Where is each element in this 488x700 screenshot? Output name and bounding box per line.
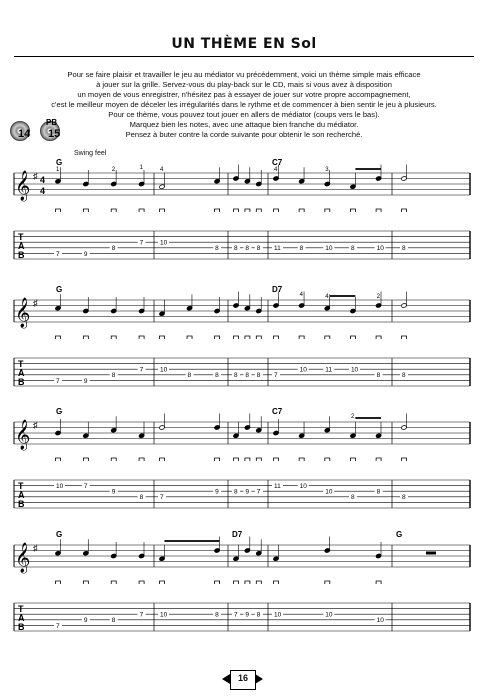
- tab-number: 8: [402, 245, 406, 253]
- downstroke-icon: [402, 209, 407, 212]
- downstroke-icon: [350, 458, 355, 461]
- tab-letter: A: [18, 368, 25, 378]
- chord-symbol: D7: [232, 530, 243, 539]
- tab-number: 11: [325, 366, 333, 374]
- time-signature-bottom: 4: [40, 186, 46, 196]
- tab-number: 8: [111, 245, 116, 253]
- tab-number: 10: [325, 611, 333, 619]
- treble-clef-icon: 𝄞: [15, 419, 31, 449]
- downstroke-icon: [256, 336, 261, 339]
- tab-number: 7: [139, 366, 144, 374]
- tab-number: 8: [350, 245, 355, 253]
- tab-letter: T: [18, 604, 24, 614]
- tab-number: 8: [256, 611, 261, 619]
- tab-number: 9: [215, 488, 219, 496]
- tab-number: 11: [274, 483, 281, 490]
- downstroke-icon: [350, 209, 355, 212]
- tab-number: 9: [245, 488, 250, 496]
- downstroke-icon: [402, 336, 407, 339]
- wing-left-icon: [222, 674, 230, 684]
- tab-number: 11: [274, 245, 281, 253]
- downstroke-icon: [215, 458, 220, 461]
- fingering-number: 1: [56, 167, 60, 173]
- downstroke-icon: [299, 336, 304, 339]
- downstroke-icon: [376, 336, 381, 339]
- page-number: 16: [237, 673, 248, 683]
- downstroke-icon: [83, 209, 88, 212]
- tab-number: 9: [245, 611, 250, 619]
- downstroke-icon: [160, 336, 165, 339]
- tab-number: 9: [83, 377, 88, 385]
- tab-number: 7: [83, 483, 88, 490]
- fingering-number: 2: [111, 167, 116, 173]
- downstroke-icon: [234, 458, 239, 461]
- downstroke-icon: [160, 581, 165, 584]
- tab-number: 8: [234, 245, 238, 253]
- tab-number: 7: [56, 250, 60, 258]
- tab-number: 8: [111, 617, 116, 625]
- fingering-number: 3: [325, 167, 329, 173]
- tab-letter: B: [18, 622, 25, 632]
- downstroke-icon: [56, 336, 61, 339]
- downstroke-icon: [215, 336, 220, 339]
- tab-number: 8: [350, 494, 355, 502]
- tab-letter: B: [18, 499, 25, 509]
- playback-label: PB: [46, 118, 58, 127]
- tab-number: 7: [234, 611, 238, 619]
- chord-symbol: G: [56, 530, 63, 539]
- downstroke-icon: [234, 209, 239, 212]
- downstroke-icon: [299, 209, 304, 212]
- cd-track-number: 14: [18, 128, 31, 140]
- downstroke-icon: [325, 581, 330, 584]
- tab-number: 8: [187, 372, 192, 380]
- tab-number: 8: [376, 488, 381, 496]
- page-number-badge: [222, 668, 264, 690]
- tab-number: 8: [245, 245, 250, 253]
- time-signature-top: 4: [40, 175, 46, 185]
- downstroke-icon: [234, 336, 239, 339]
- tab-number: 10: [299, 483, 307, 490]
- tab-letter: A: [18, 241, 25, 251]
- key-sharp-icon: ♯: [33, 298, 38, 308]
- downstroke-icon: [245, 458, 250, 461]
- tab-number: 10: [56, 483, 64, 490]
- downstroke-icon: [325, 209, 330, 212]
- tab-number: 9: [111, 488, 116, 496]
- downstroke-icon: [256, 581, 261, 584]
- downstroke-icon: [350, 336, 355, 339]
- tab-number: 10: [350, 366, 359, 374]
- downstroke-icon: [187, 336, 192, 339]
- downstroke-icon: [274, 209, 279, 212]
- tab-number: 7: [139, 239, 144, 247]
- tab-number: 9: [83, 250, 88, 258]
- downstroke-icon: [56, 581, 61, 584]
- tab-number: 10: [160, 239, 168, 247]
- tab-letter: A: [18, 613, 25, 623]
- tab-number: 7: [160, 494, 164, 502]
- intro-line: Marquez bien les notes, avec une attaque bien franche du médiator.: [129, 120, 359, 129]
- wing-right-icon: [255, 674, 263, 684]
- downstroke-icon: [376, 458, 381, 461]
- key-sharp-icon: ♯: [33, 171, 38, 181]
- tab-number: 8: [234, 372, 238, 380]
- tab-number: 8: [245, 372, 250, 380]
- tab-letter: T: [18, 359, 24, 369]
- downstroke-icon: [83, 458, 88, 461]
- tab-number: 10: [376, 617, 384, 625]
- tab-letter: A: [18, 490, 25, 500]
- tab-letter: T: [18, 481, 24, 491]
- tab-number: 7: [274, 372, 278, 380]
- downstroke-icon: [274, 581, 279, 584]
- tab-number: 9: [83, 617, 88, 625]
- tab-number: 8: [139, 494, 144, 502]
- tab-number: 7: [139, 611, 144, 619]
- downstroke-icon: [274, 336, 279, 339]
- downstroke-icon: [111, 209, 116, 212]
- intro-line: Pour ce thème, vous pouvez tout jouer en allers de médiator (coups vers le bas).: [108, 110, 380, 119]
- intro-line: Pensez à buter contre la corde suivante pour obtenir le son recherché.: [125, 130, 363, 139]
- tab-number: 8: [215, 611, 219, 619]
- downstroke-icon: [325, 458, 330, 461]
- cd-track-number: 15: [48, 128, 61, 140]
- chord-symbol: G: [56, 407, 63, 416]
- tab-number: 10: [160, 611, 168, 619]
- tab-number: 8: [256, 372, 261, 380]
- downstroke-icon: [160, 458, 165, 461]
- fingering-number: 4: [274, 167, 278, 173]
- downstroke-icon: [376, 581, 381, 584]
- downstroke-icon: [139, 336, 144, 339]
- downstroke-icon: [215, 581, 220, 584]
- downstroke-icon: [234, 581, 239, 584]
- fingering-number: 2: [350, 414, 355, 420]
- chord-symbol: G: [56, 158, 63, 167]
- downstroke-icon: [111, 458, 116, 461]
- tab-number: 8: [402, 494, 406, 502]
- chord-symbol: C7: [272, 407, 283, 416]
- key-sharp-icon: ♯: [33, 543, 38, 553]
- tab-number: 7: [56, 377, 60, 385]
- tab-number: 10: [274, 611, 282, 619]
- intro-line: un moyen de vous enregistrer, n'hésitez pas à essayer de jouer sur votre propre accompagnement,: [77, 90, 411, 99]
- downstroke-icon: [245, 581, 250, 584]
- intro-line: c'est le meilleur moyen de déceler les irrégularités dans le rythme et de commencer à bien sentir le jeu à plusieurs.: [51, 100, 437, 109]
- tab-letter: B: [18, 250, 25, 260]
- fingering-number: 4: [325, 294, 329, 300]
- downstroke-icon: [56, 458, 61, 461]
- downstroke-icon: [274, 458, 279, 461]
- downstroke-icon: [325, 336, 330, 339]
- tab-number: 8: [215, 245, 219, 253]
- tab-number: 8: [234, 488, 238, 496]
- page-title: UN THÈME EN Sol: [171, 36, 317, 52]
- fingering-number: 1: [139, 165, 143, 171]
- fingering-number: 4: [299, 292, 303, 298]
- tab-number: 8: [402, 372, 406, 380]
- treble-clef-icon: 𝄞: [15, 170, 31, 200]
- tab-letter: T: [18, 232, 24, 242]
- downstroke-icon: [245, 336, 250, 339]
- downstroke-icon: [256, 209, 261, 212]
- tempo-marking: Swing feel: [74, 150, 107, 157]
- chord-symbol: C7: [272, 158, 283, 167]
- downstroke-icon: [160, 209, 165, 212]
- whole-rest-icon: [426, 552, 436, 555]
- intro-line: à jouer sur la grille. Servez-vous du play-back sur le CD, mais si vous avez à disposition: [96, 80, 392, 89]
- tab-number: 8: [376, 372, 381, 380]
- key-sharp-icon: ♯: [33, 420, 38, 430]
- downstroke-icon: [215, 209, 220, 212]
- chord-symbol: G: [56, 285, 63, 294]
- chord-symbol: D7: [272, 285, 283, 294]
- treble-clef-icon: 𝄞: [15, 542, 31, 572]
- downstroke-icon: [139, 458, 144, 461]
- downstroke-icon: [402, 458, 407, 461]
- downstroke-icon: [256, 458, 261, 461]
- tab-number: 8: [299, 245, 304, 253]
- downstroke-icon: [83, 581, 88, 584]
- tab-number: 8: [111, 372, 116, 380]
- downstroke-icon: [139, 209, 144, 212]
- downstroke-icon: [139, 581, 144, 584]
- downstroke-icon: [111, 336, 116, 339]
- downstroke-icon: [111, 581, 116, 584]
- intro-line: Pour se faire plaisir et travailler le jeu au médiator vu précédemment, voici un thème simple mais efficace: [67, 70, 421, 79]
- tab-number: 7: [56, 622, 60, 630]
- tab-number: 10: [376, 245, 384, 253]
- tab-number: 10: [299, 366, 307, 374]
- tab-number: 8: [215, 372, 219, 380]
- tab-number: 10: [160, 366, 168, 374]
- tab-number: 10: [325, 245, 333, 253]
- tab-number: 10: [325, 488, 333, 496]
- chord-symbol: G: [396, 530, 403, 539]
- tab-number: 7: [256, 488, 261, 496]
- fingering-number: 4: [160, 167, 164, 173]
- treble-clef-icon: 𝄞: [15, 297, 31, 327]
- downstroke-icon: [245, 209, 250, 212]
- fingering-number: 2: [376, 294, 380, 300]
- downstroke-icon: [83, 336, 88, 339]
- tab-letter: B: [18, 377, 25, 387]
- downstroke-icon: [376, 209, 381, 212]
- tab-number: 8: [256, 245, 261, 253]
- downstroke-icon: [299, 458, 304, 461]
- downstroke-icon: [56, 209, 61, 212]
